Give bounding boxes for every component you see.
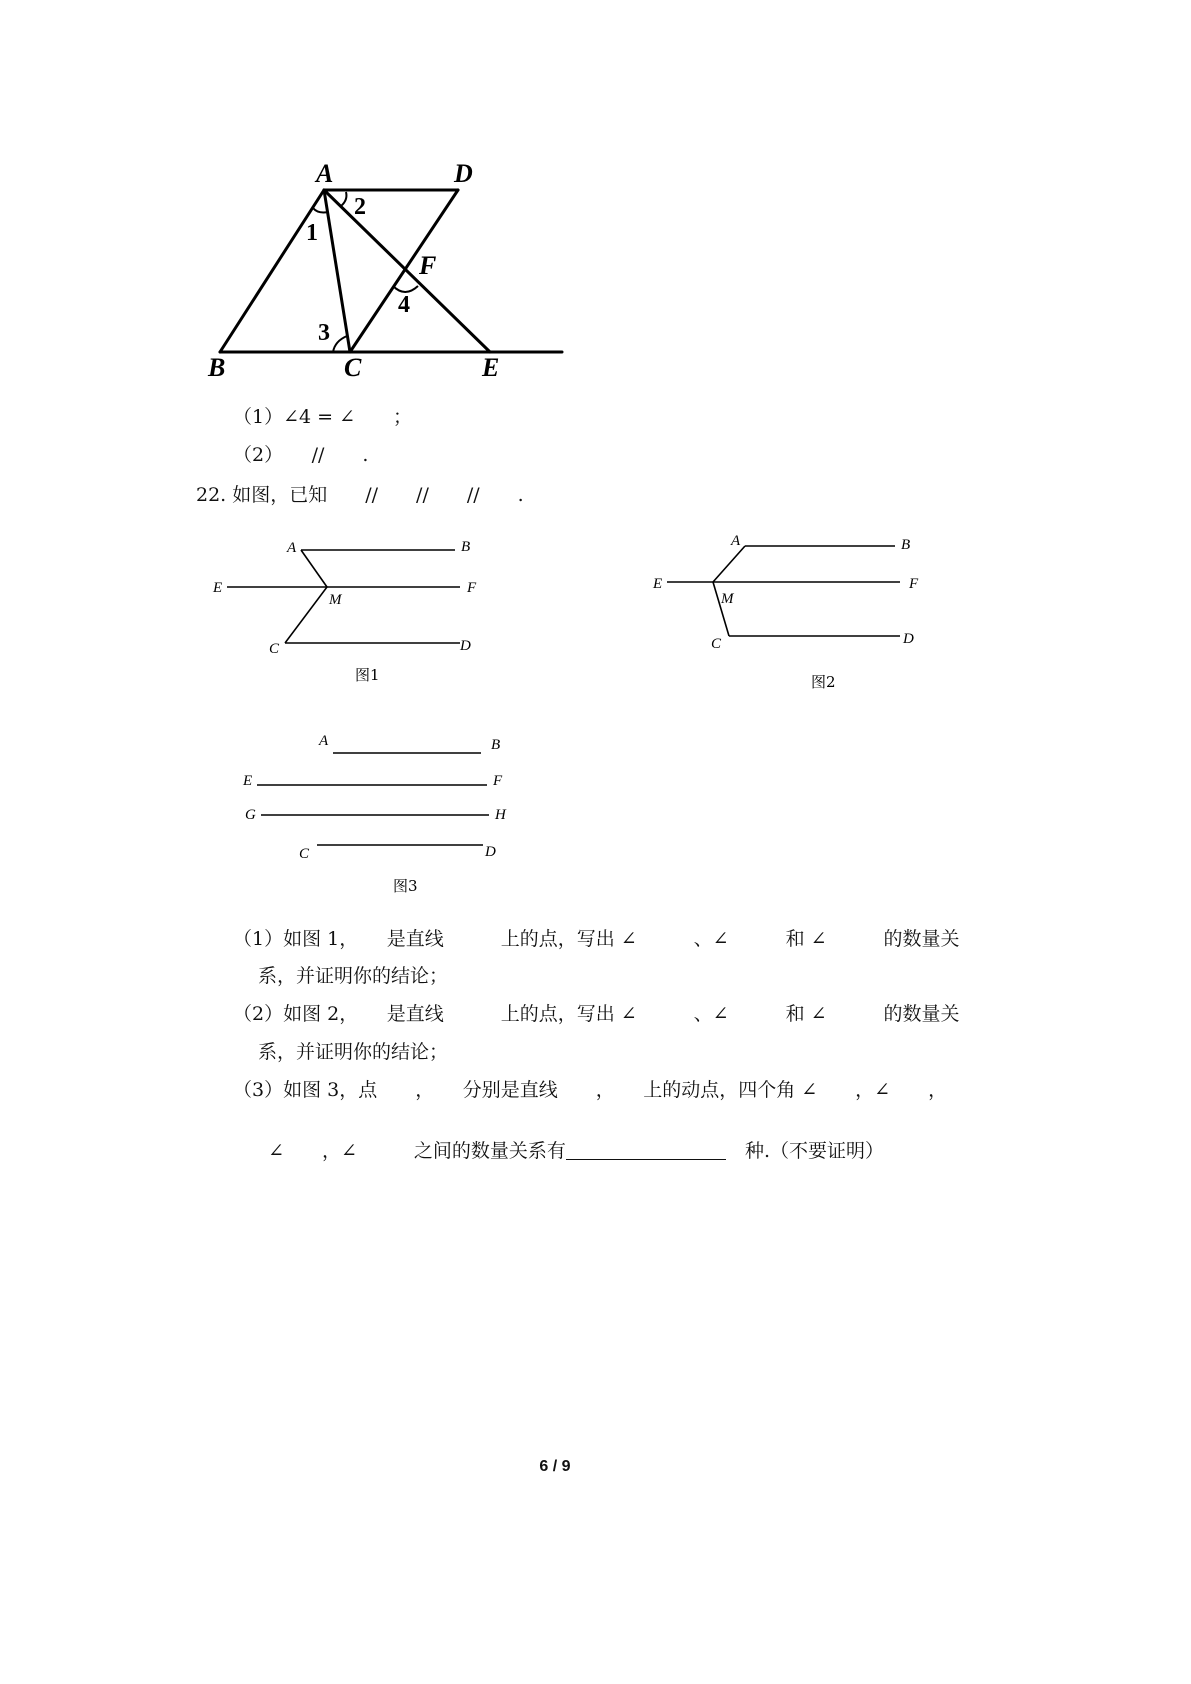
label-angle-2: 2 (354, 194, 366, 220)
fig2-caption: 图2 (811, 673, 836, 691)
segment-DC (350, 190, 458, 352)
figure-top (200, 150, 580, 390)
figure-3-svg (235, 725, 525, 900)
fig2-label-B: B (901, 537, 911, 553)
label-angle-4: 4 (398, 292, 410, 318)
fig2-label-C: C (711, 636, 722, 652)
fig1-label-A: A (287, 540, 297, 556)
angle-arc-2 (341, 192, 346, 206)
figure-2 (645, 528, 935, 698)
label-angle-3: 3 (318, 320, 330, 346)
q22-sub3-line2 (256, 1115, 884, 1163)
fig2-label-A: A (731, 533, 741, 549)
label-C: C (344, 353, 362, 382)
q22-sub2-line1: （2）如图 2， 是直线 上的点，写出 ∠ 、∠ 和 ∠ 的数量关 (233, 1003, 960, 1025)
q21-sub2: （2） // . (233, 444, 369, 466)
fig1-label-M: M (329, 592, 342, 608)
fig3-label-B: B (491, 737, 501, 753)
fig3-label-C: C (299, 846, 310, 862)
label-angle-1: 1 (306, 220, 318, 246)
figure-2-svg (645, 528, 935, 698)
fig1-label-C: C (269, 641, 280, 657)
q22-sub1-line2: 系，并证明你的结论； (258, 965, 449, 987)
fig1-label-B: B (461, 539, 471, 555)
segment-AB (220, 190, 324, 352)
q21-sub1: （1）∠4 = ∠ ； (233, 406, 413, 428)
figure-top-svg (200, 150, 580, 390)
fig1-label-D: D (460, 638, 471, 654)
label-A: A (316, 159, 334, 188)
q22-sub3-line1: （3）如图 3，点 ， 分别是直线 ， 上的动点，四个角 ∠ ，∠ ， (233, 1079, 948, 1101)
label-E: E (482, 353, 500, 382)
fig2-label-F: F (909, 576, 919, 592)
figure-3 (235, 725, 525, 900)
q22-sub1-line1: （1）如图 1， 是直线 上的点，写出 ∠ 、∠ 和 ∠ 的数量关 (233, 928, 960, 950)
fig2-label-M: M (721, 591, 734, 607)
fig1-label-E: E (213, 580, 223, 596)
fig2-label-E: E (653, 576, 663, 592)
angle-arc-3 (333, 336, 347, 352)
fig1-label-F: F (467, 580, 477, 596)
fig3-label-A: A (319, 733, 329, 749)
answer-blank (566, 1141, 726, 1160)
q22-stem: 22. 如图，已知 // // // . (196, 484, 524, 506)
fig3-label-D: D (485, 844, 496, 860)
label-D: D (454, 159, 473, 188)
q22-sub3-line2-part1: ∠ ，∠ 之间的数量关系有 (268, 1140, 566, 1162)
label-B: B (208, 353, 226, 382)
q22-sub2-line2: 系，并证明你的结论； (258, 1041, 449, 1063)
fig1-caption: 图1 (355, 666, 380, 684)
label-F: F (419, 251, 437, 280)
figure-1-svg (205, 530, 495, 695)
fig3-label-G: G (245, 807, 256, 823)
page-number: 6 / 9 (539, 1458, 571, 1475)
figure-1 (205, 530, 495, 695)
fig3-label-H: H (495, 807, 506, 823)
fig3-caption: 图3 (393, 877, 418, 895)
fig3-label-E: E (243, 773, 253, 789)
fig3-label-F: F (493, 773, 503, 789)
segment-AE (324, 190, 490, 352)
fig2-label-D: D (903, 631, 914, 647)
q22-sub3-line2-part2: 种.（不要证明） (725, 1140, 884, 1162)
